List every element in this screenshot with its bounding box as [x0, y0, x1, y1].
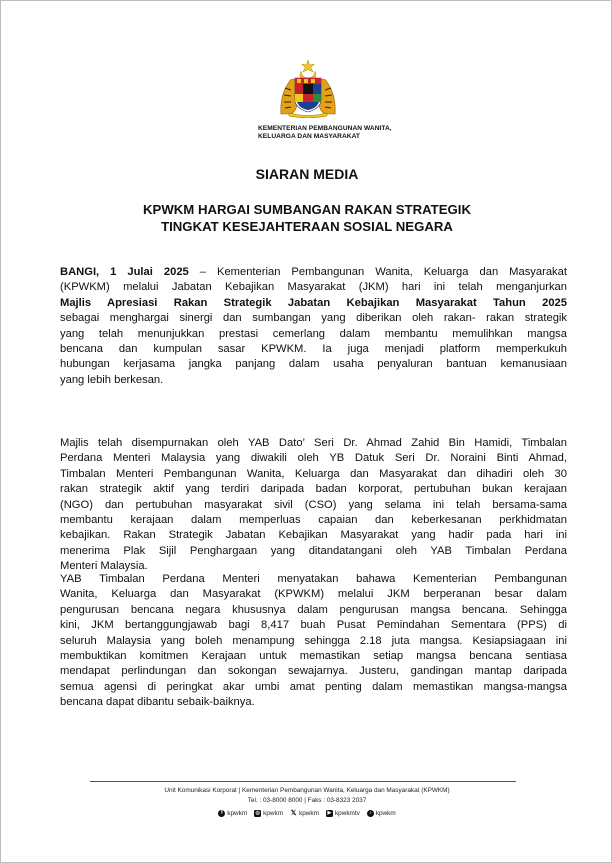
paragraph-2 — [60, 436, 567, 575]
youtube-icon: ▶ — [327, 810, 332, 816]
paragraph-3-line: Wanita, Keluarga dan Masyarakat (KPWKM) melalui JKM berperanan besar dalam — [60, 588, 567, 601]
paragraph-3-line: bencana dapat dibantu sebaik-baiknya. — [60, 696, 255, 709]
paragraph-2-line: rakan strategik aktif yang terdiri daripada badan korporat, pertubuhan bukan kerajaan — [60, 483, 567, 496]
paragraph-3 — [60, 572, 567, 711]
paragraph-1 — [60, 265, 567, 388]
document-type-heading: SIARAN MEDIA — [255, 166, 359, 182]
paragraph-2-line: membantu kerajaan dalam memperluas capaian dan keberkesanan perkhidmatan — [60, 514, 567, 527]
press-release-title — [1, 201, 612, 235]
footer-social-links — [1, 810, 612, 817]
paragraph-2-line: Timbalan Menteri Pembangunan Wanita, Keluarga dan Masyarakat dan dihadiri oleh 30 — [60, 467, 567, 480]
paragraph-1-line: bencana dan kumpulan sasar KPWKM. Ia juga menjadi platform memperkukuh — [60, 343, 567, 356]
footer-divider — [90, 781, 516, 782]
social-youtube[interactable]: ▶ kpwkmtv — [327, 810, 360, 817]
paragraph-1-line: yang telah menunjukkan prestasi cemerlang dalam membantu memulihkan mangsa — [60, 327, 567, 340]
paragraph-2-line: Majlis telah disempurnakan oleh YAB Dato’ Seri Dr. Ahmad Zahid Bin Hamidi, Timbalan — [60, 437, 567, 449]
paragraph-1-line: sebagai menghargai sinergi dan sumbangan yang diberikan oleh rakan- rakan strategik — [60, 312, 567, 325]
paragraph-2-line: Perdana Menteri Malaysia yang diwakili oleh YB Datuk Seri Dr. Noraini Binti Ahmad, — [60, 452, 567, 465]
footer-contact-line: Tel. : 03-8000 8000 | Faks : 03-8323 2037 — [247, 797, 367, 804]
paragraph-2-line: Menteri Malaysia. — [60, 560, 148, 573]
paragraph-1-line: yang lebih berkesan. — [60, 373, 164, 386]
event-name-bold: Majlis Apresiasi Rakan Strategik Jabatan Kebajikan Masyarakat Tahun 2025 — [60, 296, 567, 309]
paragraph-2-line: (NGO) dan pertubuhan masyarakat sivil (CSO) yang selama ini telah bersama-sama — [60, 498, 567, 511]
title-line2: TINGKAT KESEJAHTERAAN SOSIAL NEGARA — [161, 219, 453, 234]
paragraph-2-line: kebajikan. Rakan Strategik Jabatan Kebajikan Masyarakat yang hadir pada hari ini — [60, 529, 567, 542]
paragraph-3-line: pengurusan bencana negara khususnya dalam pengurusan mangsa bencana. Sehingga — [60, 603, 567, 616]
paragraph-3-line: membuktikan komitmen Kerajaan untuk memastikan setiap mangsa bencana sentiasa — [60, 650, 567, 663]
tiktok-icon: ♪ — [367, 810, 374, 817]
paragraph-3-line: mendapat perlindungan dan sokongan sewajarnya. Justeru, gandingan mantap daripada — [60, 665, 567, 678]
paragraph-3-line: semua agensi di peringkat akar umbi amat penting dalam memastikan mangsa-mangsa — [60, 680, 567, 693]
facebook-icon: f — [218, 810, 225, 817]
social-tiktok[interactable]: ♪ kpwkm — [367, 810, 396, 817]
social-instagram[interactable]: ◎ kpwkm — [255, 810, 284, 817]
x-icon: 𝕏 — [290, 810, 297, 817]
instagram-icon: ◎ — [255, 810, 260, 816]
social-facebook[interactable]: f kpwkm — [218, 810, 247, 817]
social-x[interactable]: 𝕏 kpwkm — [290, 810, 319, 817]
paragraph-3-line: seluruh Malaysia yang boleh menampung sehingga 2.18 juta mangsa. Kesiapsiagaan ini — [60, 634, 567, 647]
malaysia-coat-of-arms-logo — [277, 58, 339, 118]
footer-unit-line: Unit Komunikasi Korporat | Kementerian Pembangunan Wanita, Keluarga dan Masyarakat (KPWKM) — [164, 787, 450, 794]
title-line1: KPWKM HARGAI SUMBANGAN RAKAN STRATEGIK — [143, 202, 471, 217]
dateline: BANGI, 1 Julai 2025 — [60, 266, 189, 278]
paragraph-1-line: BANGI, 1 Julai 2025 – Kementerian Pembangunan Wanita, Keluarga dan Masyarakat — [60, 266, 567, 278]
paragraph-2-line: menerima Plak Sijil Penghargaan yang ditandatangani oleh YAB Timbalan Perdana — [60, 544, 567, 557]
ministry-name-line2: KELUARGA DAN MASYARAKAT — [258, 133, 361, 140]
paragraph-3-line: YAB Timbalan Perdana Menteri menyatakan bahawa Kementerian Pembangunan — [60, 573, 567, 585]
ministry-name — [258, 125, 392, 141]
paragraph-1-line: (KPWKM) melalui Jabatan Kebajikan Masyarakat (JKM) hari ini telah menganjurkan — [60, 281, 567, 294]
ministry-name-line1: KEMENTERIAN PEMBANGUNAN WANITA, — [258, 125, 392, 132]
paragraph-3-line: kini, JKM bertanggungjawab bagi 8,417 buah Pusat Pemindahan Sementara (PPS) di — [60, 619, 567, 632]
paragraph-1-line: hubungan kerjasama jangka panjang dalam usaha penyaluran bantuan kemanusiaan — [60, 358, 567, 371]
